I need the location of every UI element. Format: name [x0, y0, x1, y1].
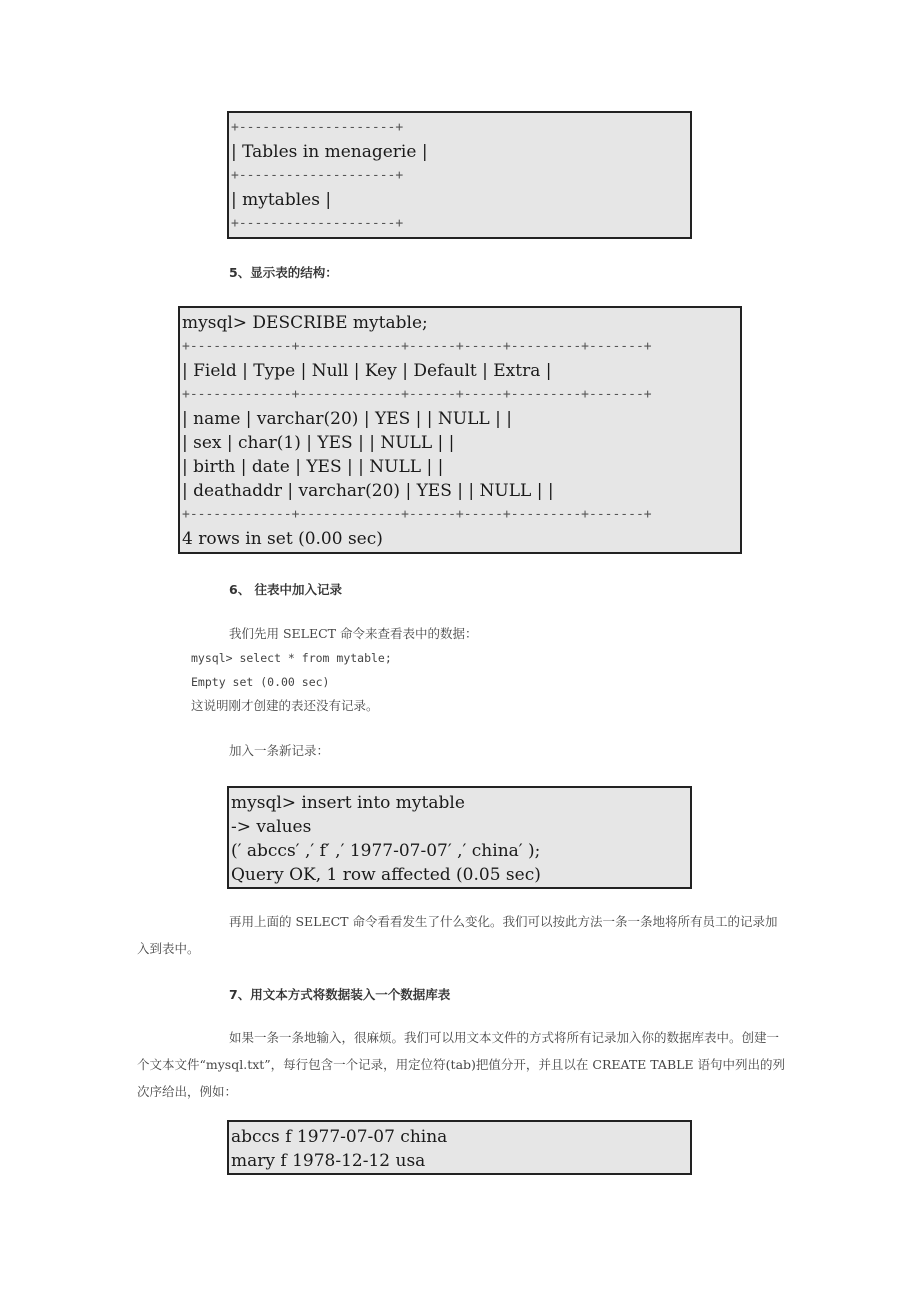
- code-line: -> values: [231, 817, 312, 837]
- section6-result: Empty set (0.00 sec): [191, 675, 330, 689]
- code-line: | birth | date | YES | | NULL | |: [182, 457, 444, 477]
- code-line: | sex | char(1) | YES | | NULL | |: [182, 433, 455, 453]
- heading-6: 6、 往表中加入记录: [229, 582, 343, 597]
- code-block-data-file: [227, 1120, 692, 1175]
- code-block-insert: [227, 786, 692, 889]
- code-line: +--------------------+: [231, 216, 404, 231]
- code-line: (′ abccs′ ,′ f′ ,′ 1977-07-07′ ,′ china′ );: [231, 841, 541, 861]
- code-line: | deathaddr | varchar(20) | YES | | NULL | |: [182, 481, 554, 501]
- code-block-describe: [178, 306, 742, 554]
- code-line: +-------------+-------------+------+-----+---------+-------+: [182, 387, 652, 402]
- code-line: mysql> DESCRIBE mytable;: [182, 313, 428, 333]
- code-line: +-------------+-------------+------+-----+---------+-------+: [182, 507, 652, 522]
- code-line: mysql> insert into mytable: [231, 793, 465, 813]
- code-line: | Tables in menagerie |: [231, 142, 428, 162]
- code-line: +-------------+-------------+------+-----+---------+-------+: [182, 339, 652, 354]
- code-line: | Field | Type | Null | Key | Default | Extra |: [182, 361, 552, 381]
- code-line: 4 rows in set (0.00 sec): [182, 529, 383, 549]
- section6-intro: 我们先用 SELECT 命令来查看表中的数据：: [229, 626, 478, 641]
- heading-5: 5、显示表的结构：: [229, 265, 338, 280]
- code-line: mary f 1978-12-12 usa: [231, 1151, 426, 1171]
- section6-add-record: 加入一条新记录：: [229, 743, 330, 758]
- code-line: Query OK, 1 row affected (0.05 sec): [231, 865, 541, 885]
- code-line: +--------------------+: [231, 168, 404, 183]
- section6-note: 这说明刚才创建的表还没有记录。: [191, 698, 379, 713]
- heading-7: 7、用文本方式将数据装入一个数据库表: [229, 987, 451, 1002]
- paragraph-after-insert: 再用上面的 SELECT 命令看看发生了什么变化。我们可以按此方法一条一条地将所有员工的记录加入到表中。: [137, 914, 778, 956]
- code-line: | mytables |: [231, 190, 332, 210]
- code-line: abccs f 1977-07-07 china: [231, 1127, 448, 1147]
- code-line: +--------------------+: [231, 120, 404, 135]
- section6-query: mysql> select * from mytable;: [191, 651, 392, 665]
- code-line: | name | varchar(20) | YES | | NULL | |: [182, 409, 512, 429]
- paragraph-section7: 如果一条一条地输入，很麻烦。我们可以用文本文件的方式将所有记录加入你的数据库表中。创建一个文本文件“mysql.txt”，每行包含一个记录，用定位符(tab)把值分开，并且以在 CREATE TABLE 语句中列出的列次序给出，例如：: [137, 1030, 786, 1099]
- code-block-tables: [227, 111, 692, 239]
